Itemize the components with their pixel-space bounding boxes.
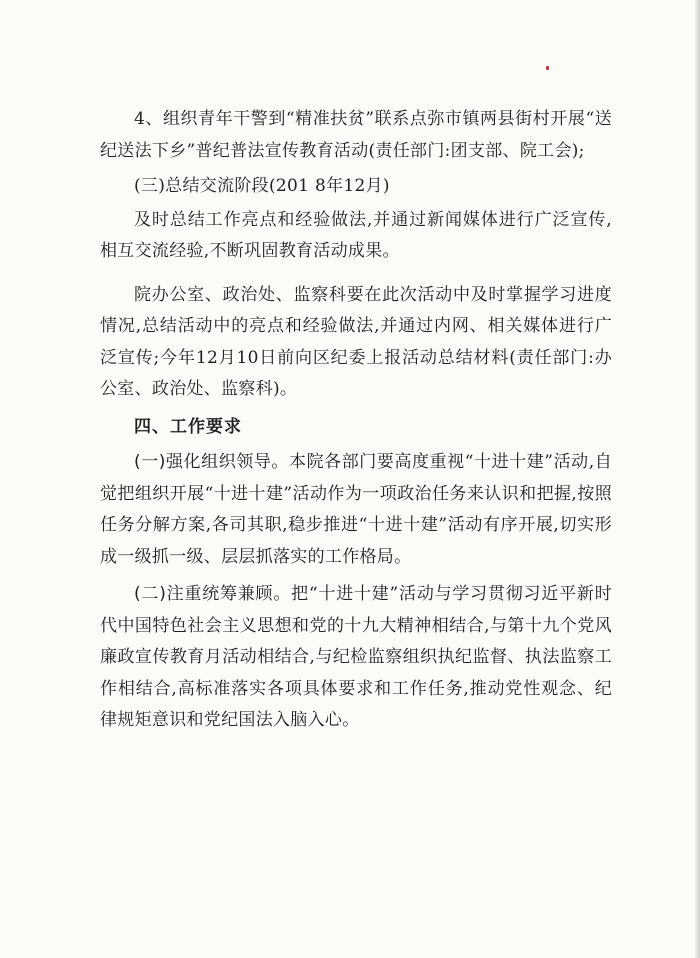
requirement-1-body: 本院各部门要高度重视“十进十建”活动,自觉把组织开展“十进十建”活动作为一项政治任务来认识和把握,按照任务分解方案,各司其职,稳步推进“十进十建”活动有序开展,切实形成一级抓一级、层层抓落实的工作格局。 bbox=[100, 452, 613, 567]
stage-3-paragraph-2: 院办公室、政治处、监察科要在此次活动中及时掌握学习进度情况,总结活动中的亮点和经验做法,并通过内网、相关媒体进行广泛宣传;今年12月10日前向区纪委上报活动总结材料(责任部门:办公室、政治处、监察科)。 bbox=[100, 284, 612, 399]
stage-3-paragraph-1: 及时总结工作亮点和经验做法,并通过新闻媒体进行广泛宣传,相互交流经验,不断巩固教育活动成果。 bbox=[100, 209, 612, 261]
stage-3-heading: (三)总结交流阶段(201 8年12月) bbox=[134, 176, 390, 196]
scan-speck bbox=[546, 66, 549, 70]
requirement-2-paragraph bbox=[100, 579, 612, 737]
scan-edge-shadow bbox=[694, 0, 700, 958]
section-4-heading: 四、工作要求 bbox=[134, 416, 242, 437]
document-body bbox=[100, 104, 612, 737]
requirement-1-paragraph bbox=[100, 447, 612, 573]
requirement-2-lead: (二)注重统筹兼顾。 bbox=[134, 584, 292, 604]
item-4-paragraph: 4、组织青年干警到“精准扶贫”联系点弥市镇两县街村开展“送纪送法下乡”普纪普法宣传教育活动(责任部门:团支部、院工会); bbox=[100, 109, 612, 161]
requirement-2-body: 把“十进十建”活动与学习贯彻习近平新时代中国特色社会主义思想和党的十九大精神相结合,与第十九个党风廉政宣传教育月活动相结合,与纪检监察组织执纪监督、执法监察工作相结合,高标准落实各项具体要求和工作任务,推动党性观念、纪律规矩意识和党纪国法入脑入心。 bbox=[100, 584, 612, 730]
requirement-1-lead: (一)强化组织领导。 bbox=[134, 452, 290, 472]
